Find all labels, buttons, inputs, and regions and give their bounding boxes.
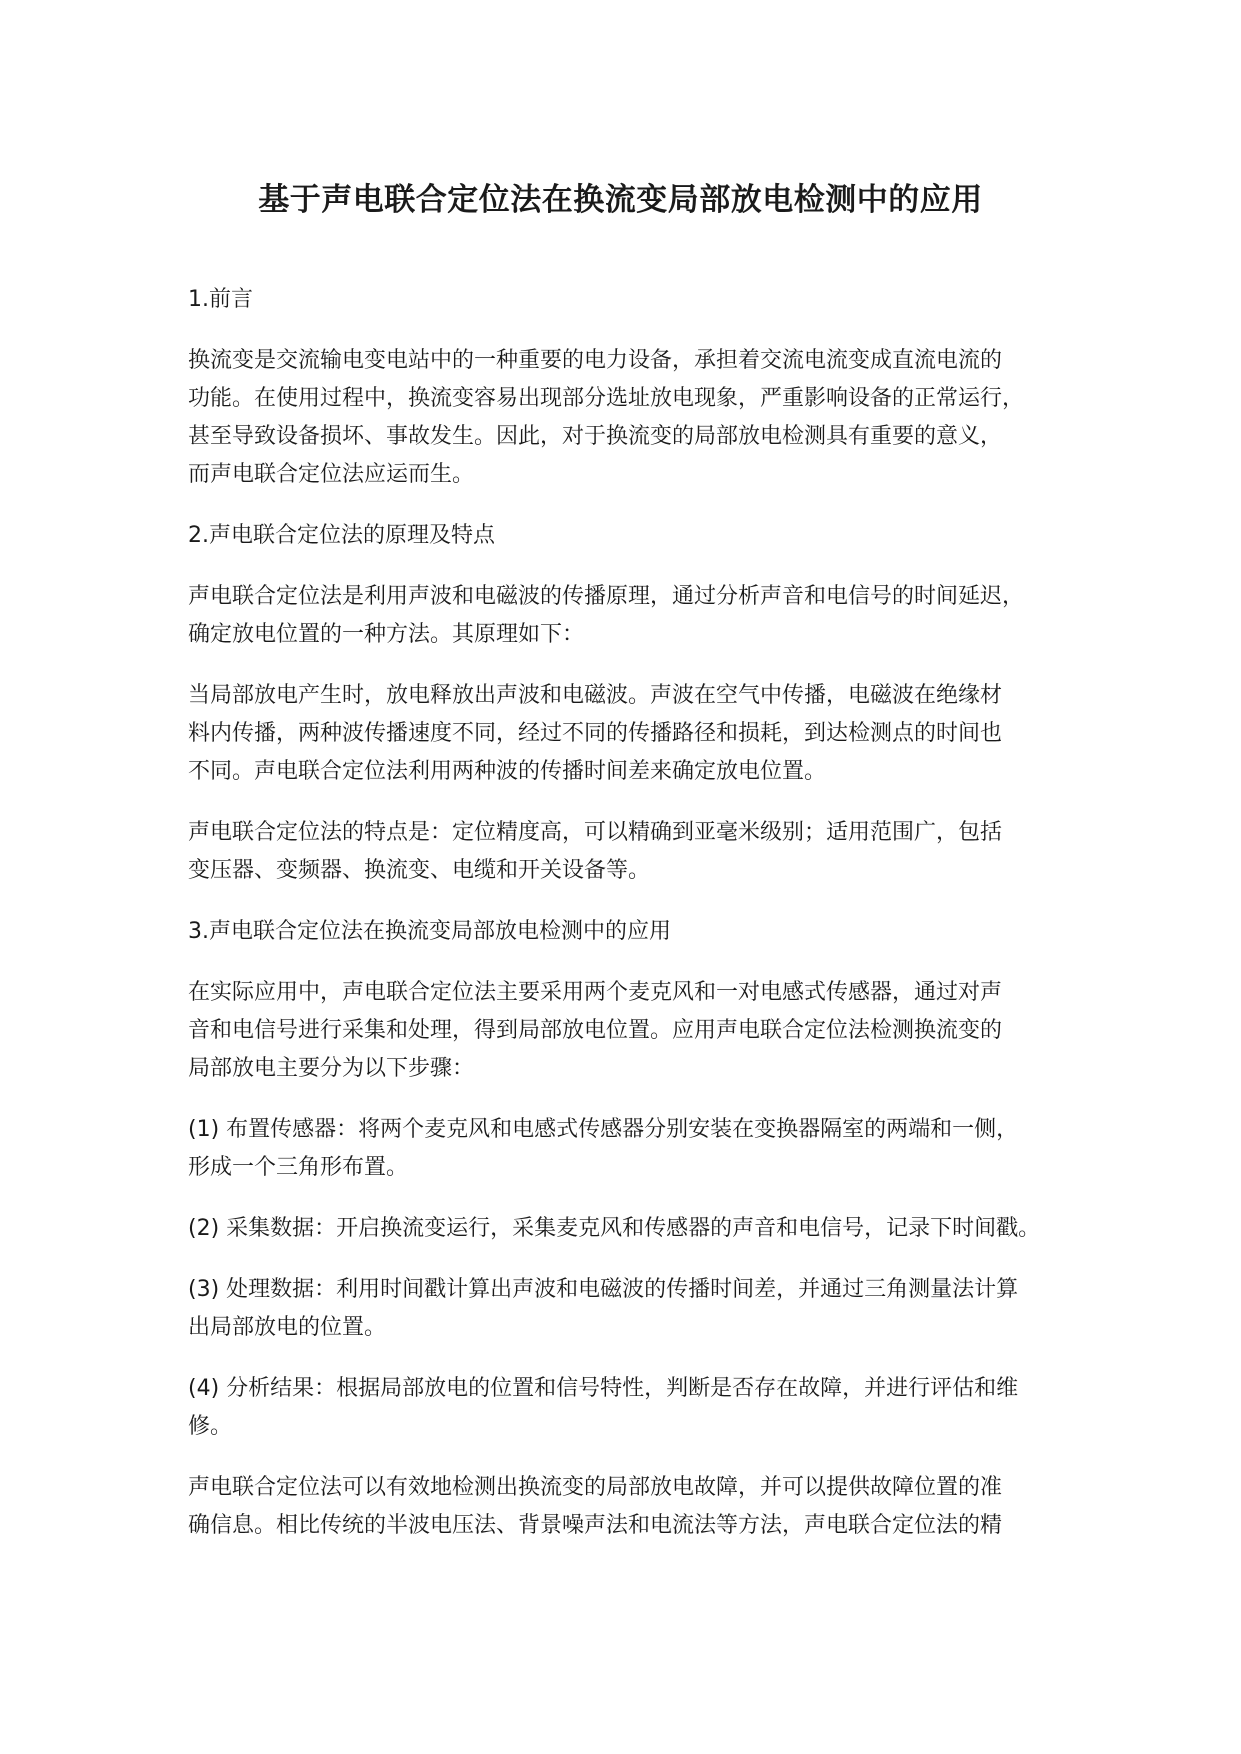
- paragraph-line: 声电联合定位法是利用声波和电磁波的传播原理，通过分析声音和电信号的时间延迟，: [188, 584, 1025, 609]
- paragraph-line: 在实际应用中，声电联合定位法主要采用两个麦克风和一对电感式传感器，通过对声: [188, 980, 1003, 1005]
- paragraph-line: 声电联合定位法可以有效地检测出换流变的局部放电故障，并可以提供故障位置的准: [188, 1475, 1003, 1500]
- section-heading-introduction: 1.前言: [188, 287, 253, 312]
- step-item: (1) 布置传感器：将两个麦克风和电感式传感器分别安装在变换器隔室的两端和一侧，: [188, 1117, 1019, 1142]
- step-item: 出局部放电的位置。: [188, 1315, 387, 1340]
- step-item: (4) 分析结果：根据局部放电的位置和信号特性，判断是否存在故障，并进行评估和维: [188, 1376, 1019, 1401]
- paragraph-line: 换流变是交流输电变电站中的一种重要的电力设备，承担着交流电流变成直流电流的: [188, 348, 1003, 373]
- step-item: (3) 处理数据：利用时间戳计算出声波和电磁波的传播时间差，并通过三角测量法计算: [188, 1277, 1019, 1302]
- section-heading-application: 3.声电联合定位法在换流变局部放电检测中的应用: [188, 919, 671, 944]
- document-title: 基于声电联合定位法在换流变局部放电检测中的应用: [258, 182, 983, 218]
- paragraph-line: 功能。在使用过程中，换流变容易出现部分选址放电现象，严重影响设备的正常运行，: [188, 386, 1025, 411]
- paragraph-line: 局部放电主要分为以下步骤：: [188, 1056, 475, 1081]
- step-item: 修。: [188, 1414, 233, 1439]
- paragraph-line: 不同。声电联合定位法利用两种波的传播时间差来确定放电位置。: [188, 759, 827, 784]
- paragraph-line: 音和电信号进行采集和处理，得到局部放电位置。应用声电联合定位法检测换流变的: [188, 1018, 1003, 1043]
- step-item: 形成一个三角形布置。: [188, 1155, 409, 1180]
- paragraph-line: 变压器、变频器、换流变、电缆和开关设备等。: [188, 858, 651, 883]
- paragraph-line: 而声电联合定位法应运而生。: [188, 462, 475, 487]
- paragraph-line: 确信息。相比传统的半波电压法、背景噪声法和电流法等方法，声电联合定位法的精: [188, 1513, 1003, 1538]
- paragraph-line: 料内传播，两种波传播速度不同，经过不同的传播路径和损耗，到达检测点的时间也: [188, 721, 1003, 746]
- paragraph-line: 甚至导致设备损坏、事故发生。因此，对于换流变的局部放电检测具有重要的意义，: [188, 424, 1003, 449]
- section-heading-principle: 2.声电联合定位法的原理及特点: [188, 523, 495, 548]
- paragraph-line: 声电联合定位法的特点是：定位精度高，可以精确到亚毫米级别；适用范围广，包括: [188, 820, 1003, 845]
- paragraph-line: 当局部放电产生时，放电释放出声波和电磁波。声波在空气中传播，电磁波在绝缘材: [188, 683, 1003, 708]
- paragraph-line: 确定放电位置的一种方法。其原理如下：: [188, 622, 585, 647]
- step-item: (2) 采集数据：开启换流变运行，采集麦克风和传感器的声音和电信号，记录下时间戳。: [188, 1216, 1041, 1241]
